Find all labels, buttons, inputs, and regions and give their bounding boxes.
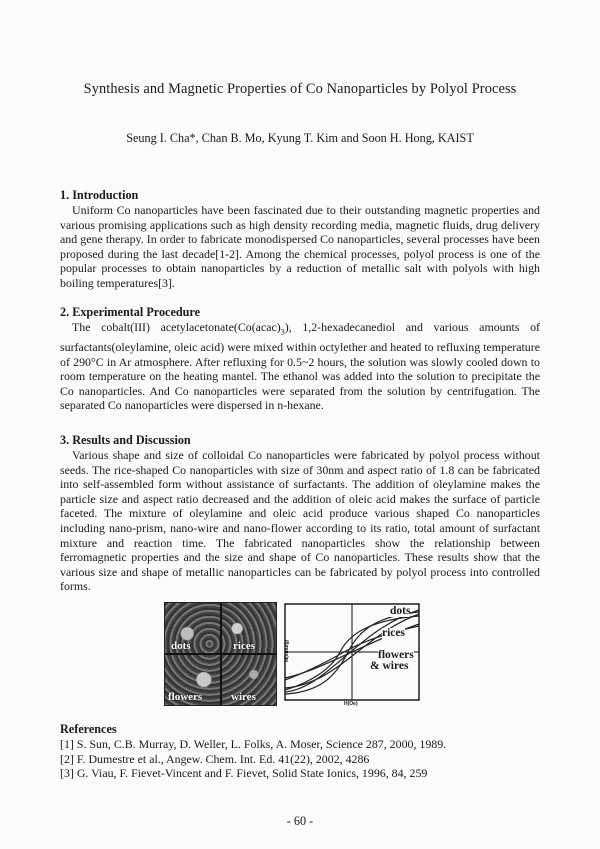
tem-micrograph-panel [164,602,277,706]
reference-item: [1] S. Sun, C.B. Murray, D. Weller, L. Folks, A. Moser, Science 287, 2000, 1989. [60,737,447,751]
legend-dots: dots [390,605,411,617]
paper-title: Synthesis and Magnetic Properties of Co Nanoparticles by Polyol Process [83,81,517,97]
results-section [60,433,540,594]
legend-rices: rices [382,627,405,639]
section-heading: 1. Introduction [60,188,139,202]
y-axis-label: M(emu/g) [284,639,290,662]
micrograph-label-flowers: flowers [168,691,203,703]
page-number: - 60 - [286,814,314,828]
micrograph-label-rices: rices [233,640,255,652]
author-line: Seung I. Cha*, Chan B. Mo, Kyung T. Kim and Soon H. Hong, KAIST [126,131,474,145]
reference-item: [3] G. Viau, F. Fievet-Vincent and F. Fievet, Solid State Ionics, 1996, 84, 259 [60,766,428,781]
section-paragraph: Various shape and size of colloidal Co nanoparticles were fabricated by polyol process without seeds. The rice-shaped Co nanoparticles with size of 30nm and aspect ratio of 1.8 can be fabricated into self-assembled form without assistance of surfactants. The addition of oleylamine makes the particle size and aspect ratio decreased and the addition of oleic acid makes the surface of particle faceted. The mixture of oleylamine and oleic acid produce various shaped Co nanoparticles including nano-prism, nano-wire and nano-flower according to its ratio, total amount of surfactant mixture and reaction time. The fabricated nanoparticles show the relationship between ferromagnetic properties and the size and shape of Co nanoparticles. These results show that the various size and shape of metallic nanoparticles can be fabricated by polyol process into controlled forms. [60,448,540,594]
references-section [60,722,540,781]
micrograph-label-wires: wires [231,691,256,703]
text-run: ), 1,2-hexadecanediol and various amounts of surfactants(oleylamine, oleic acid) were mixed within octylether and heated to refluxing temperature of 290°C in Ar atmosphere. After refluxing for 0.5~2 hours, the solution was slowly cooled down to room temperature on the heating mantel. The ethanol was added into the solution to precipitate the Co nanoparticles. And Co nanoparticles were separated from the solution by centrifugation. The separated Co nanoparticles were dispersed in n-hexane. [60,320,540,413]
hysteresis-plot [282,602,422,706]
subscript: 3 [280,327,285,337]
figure [164,602,422,706]
micrograph-label-dots: dots [171,640,191,652]
panel-divider [220,603,222,705]
legend-flowers: flowers [378,649,414,661]
section-heading: 3. Results and Discussion [60,433,191,447]
x-axis-label: H(Oe) [344,701,358,707]
section-paragraph: Uniform Co nanoparticles have been fascinated due to their outstanding magnetic properties and various promising applications such as high density recording media, magnetic fluids, drug delivery and gene therapy. In order to fabricate monodispersed Co nanoparticles, several processes have been proposed during the last decade[1-2]. Among the chemical processes, polyol process is one of the popular processes to obtain nanoparticles by a reduction of metallic salt with polyols with high boiling temperatures[3]. [60,203,540,290]
section-heading: 2. Experimental Procedure [60,305,201,319]
reference-item: [2] F. Dumestre et al., Angew. Chem. Int. Ed. 41(22), 2002, 4286 [60,751,370,766]
section-heading: References [60,722,117,736]
introduction-section [60,188,540,291]
section-paragraph [60,320,540,413]
experimental-section [60,305,540,413]
text-run: The cobalt(III) acetylacetonate(Co(acac) [72,320,281,334]
legend-wires: & wires [370,660,409,672]
